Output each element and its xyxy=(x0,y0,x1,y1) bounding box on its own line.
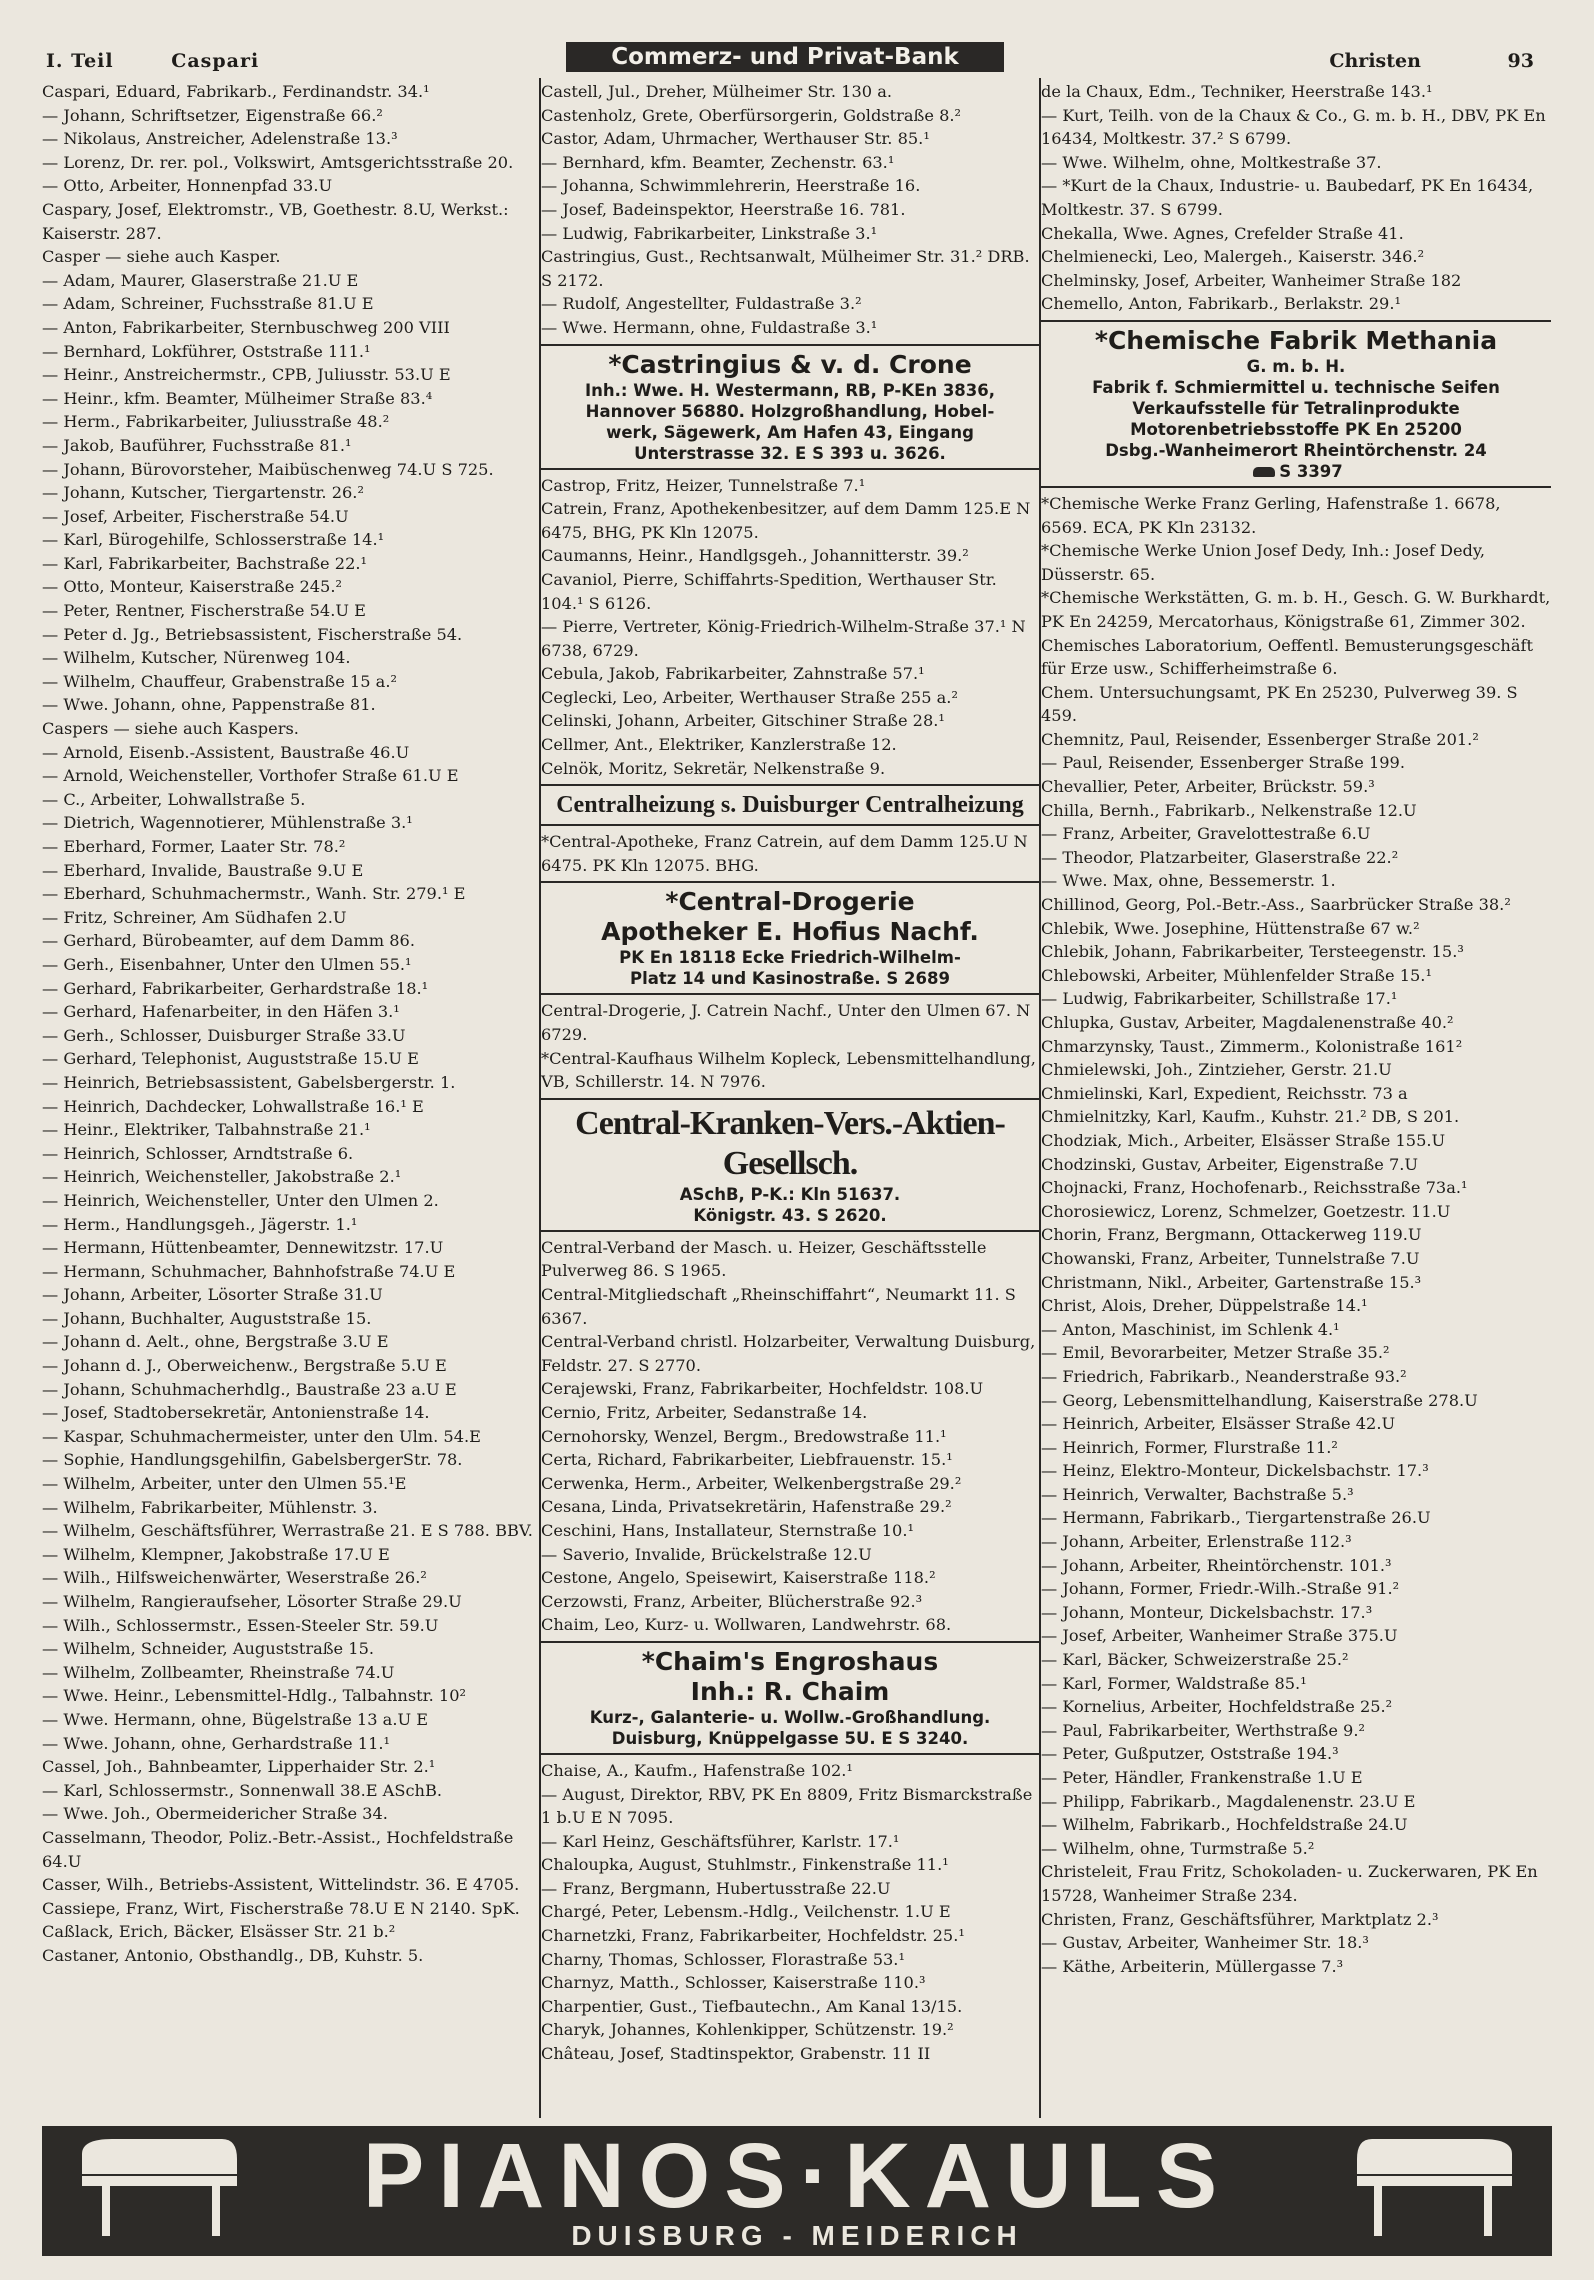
directory-entry: Central-Drogerie, J. Catrein Nachf., Unter den Ulmen 67. N 6729. xyxy=(541,1001,1031,1045)
ad-phone: S 3397 xyxy=(1279,461,1343,481)
directory-entry: — Karl, Schlossermstr., Sonnenwall 38.E ASchB. xyxy=(42,1780,442,1800)
directory-entry: Chaim, Leo, Kurz- u. Wollwaren, Landwehrstr. 68. xyxy=(541,1615,952,1635)
directory-entry: — Pierre, Vertreter, König-Friedrich-Wilhelm-Straße 37.¹ N 6738, 6729. xyxy=(541,617,1026,660)
directory-entry: — Herm., Handlungsgeh., Jägerstr. 1.¹ xyxy=(42,1214,358,1234)
directory-entry: — Wwe. Johann, ohne, Pappenstraße 81. xyxy=(42,695,376,715)
ad-central-drogerie xyxy=(541,881,1039,995)
ad-line: werk, Sägewerk, Am Hafen 43, Eingang xyxy=(606,422,974,442)
directory-entry: — Wilhelm, ohne, Turmstraße 5.² xyxy=(1041,1838,1315,1858)
directory-entry: — Gerh., Eisenbahner, Unter den Ulmen 55.¹ xyxy=(42,954,412,974)
directory-entry: Chojnacki, Franz, Hochofenarb., Reichsstraße 73a.¹ xyxy=(1041,1178,1468,1198)
ad-line: Hannover 56880. Holzgroßhandlung, Hobel- xyxy=(585,401,995,421)
ad-line: ASchB, P-K.: Kln 51637. xyxy=(679,1184,901,1204)
directory-entry: — Josef, Stadtobersekretär, Antonienstraße 14. xyxy=(42,1403,430,1423)
directory-entry: Cellmer, Ant., Elektriker, Kanzlerstraße 12. xyxy=(541,735,897,755)
directory-entry: — Gerhard, Hafenarbeiter, in den Häfen 3.¹ xyxy=(42,1002,400,1022)
directory-entry: — Heinz, Elektro-Monteur, Dickelsbachstr. 17.³ xyxy=(1041,1461,1429,1481)
directory-entry: — Fritz, Schreiner, Am Südhafen 2.U xyxy=(42,907,347,927)
directory-entry: — Johann, Kutscher, Tiergartenstr. 26.² xyxy=(42,483,364,503)
directory-entry: Chaise, A., Kaufm., Hafenstraße 102.¹ xyxy=(541,1760,853,1780)
directory-entry: — Josef, Arbeiter, Wanheimer Straße 375.U xyxy=(1041,1626,1398,1646)
footer-advertisement xyxy=(42,2126,1552,2256)
directory-entry: — Wilhelm, Schneider, Auguststraße 15. xyxy=(42,1639,375,1659)
directory-entry: Chargé, Peter, Lebensm.-Hdlg., Veilchenstr. 1.U E xyxy=(541,1902,951,1922)
directory-entry: — Wilh., Schlossermstr., Essen-Steeler Str. 59.U xyxy=(42,1615,439,1635)
directory-entry: Caspari, Eduard, Fabrikarb., Ferdinandstr. 34.¹ xyxy=(42,82,430,101)
directory-entry: — Josef, Badeinspektor, Heerstraße 16. 781. xyxy=(541,199,906,219)
directory-entry: — Heinrich, Weichensteller, Jakobstraße 2.¹ xyxy=(42,1167,402,1187)
directory-entry: Chekalla, Wwe. Agnes, Crefelder Straße 41. xyxy=(1041,223,1404,243)
directory-entry: — Otto, Monteur, Kaiserstraße 245.² xyxy=(42,577,342,597)
directory-entry: — Wilhelm, Geschäftsführer, Werrastraße 21. E S 788. BBV. xyxy=(42,1521,533,1541)
directory-entry: — Heinrich, Dachdecker, Lohwallstraße 16.¹ E xyxy=(42,1096,424,1116)
directory-entry: Celnök, Moritz, Sekretär, Nelkenstraße 9. xyxy=(541,758,886,778)
directory-entry: Chem. Untersuchungsamt, PK En 25230, Pulverweg 39. S 459. xyxy=(1041,682,1518,726)
directory-entry: — Saverio, Invalide, Brückelstraße 12.U xyxy=(541,1544,872,1564)
directory-entry: — Eberhard, Schuhmachermstr., Wanh. Str. 279.¹ E xyxy=(42,884,466,904)
ad-line: Verkaufsstelle für Tetralinprodukte xyxy=(1132,398,1460,418)
directory-entry: — Hermann, Hüttenbeamter, Dennewitzstr. 17.U xyxy=(42,1238,444,1258)
directory-entry: — Johann d. J., Oberweichenw., Bergstraße 5.U E xyxy=(42,1356,447,1376)
page-label: I. Teil xyxy=(46,50,114,72)
directory-entry: — Johann, Buchhalter, Auguststraße 15. xyxy=(42,1308,372,1328)
directory-entry: — Johann d. Aelt., ohne, Bergstraße 3.U E xyxy=(42,1332,389,1352)
directory-entry: — Adam, Maurer, Glaserstraße 21.U E xyxy=(42,270,359,290)
footer-title: PIANOS·KAULS xyxy=(362,2125,1232,2227)
directory-entry: Cernio, Fritz, Arbeiter, Sedanstraße 14. xyxy=(541,1402,868,1422)
directory-entry: Central-Mitgliedschaft „Rheinschiffahrt“, Neumarkt 11. S 6367. xyxy=(541,1285,1016,1328)
ad-title: Apotheker E. Hofius Nachf. xyxy=(601,917,979,947)
directory-entry: Chodziak, Mich., Arbeiter, Elsässer Straße 155.U xyxy=(1041,1130,1446,1150)
directory-entry: — Wilhelm, Kutscher, Nürenweg 104. xyxy=(42,648,351,668)
directory-entry: — Johann, Schuhmacherhdlg., Baustraße 23 a.U E xyxy=(42,1379,457,1399)
ad-line: Fabrik f. Schmiermittel u. technische Seifen xyxy=(1092,377,1500,397)
ad-title: *Central-Drogerie xyxy=(665,887,915,917)
directory-entry: Cerwenka, Herm., Arbeiter, Welkenbergstraße 29.² xyxy=(541,1473,962,1493)
directory-entry: *Central-Apotheke, Franz Catrein, auf dem Damm 125.U N 6475. PK Kln 12075. BHG. xyxy=(541,832,1028,875)
directory-entry: — Wilhelm, Arbeiter, unter den Ulmen 55.¹E xyxy=(42,1474,407,1494)
directory-entry: — Arnold, Weichensteller, Vorthofer Straße 61.U E xyxy=(42,766,459,786)
ad-chaim xyxy=(541,1641,1039,1755)
ad-title: Central-Kranken-Vers.-Aktien-Gesellsch. xyxy=(575,1104,1005,1182)
directory-entry: — Gerhard, Telephonist, Auguststraße 15.U E xyxy=(42,1049,419,1069)
ad-line: Duisburg, Knüppelgasse 5U. E S 3240. xyxy=(611,1728,969,1748)
directory-entry: Chaloupka, August, Stuhlmstr., Finkenstraße 11.¹ xyxy=(541,1855,949,1875)
directory-entry: Castrop, Fritz, Heizer, Tunnelstraße 7.¹ xyxy=(541,475,866,495)
directory-entry: — Wilhelm, Chauffeur, Grabenstraße 15 a.² xyxy=(42,671,397,691)
directory-entry: Chmielewski, Joh., Zintzieher, Gerstr. 21.U xyxy=(1041,1060,1392,1080)
directory-entry: Castaner, Antonio, Obsthandlg., DB, Kuhstr. 5. xyxy=(42,1945,424,1965)
directory-entry: Central-Verband christl. Holzarbeiter, Verwaltung Duisburg, Feldstr. 27. S 2770. xyxy=(541,1332,1036,1375)
directory-entry: — Eberhard, Former, Laater Str. 78.² xyxy=(42,837,346,856)
directory-entry: — Wwe. Wilhelm, ohne, Moltkestraße 37. xyxy=(1041,152,1382,172)
directory-entry: Cesana, Linda, Privatsekretärin, Hafenstraße 29.² xyxy=(541,1497,952,1517)
column-2 xyxy=(541,80,1039,2125)
directory-entry: Chlebik, Johann, Fabrikarbeiter, Tersteegenstr. 15.³ xyxy=(1041,942,1464,962)
directory-entry: Christeleit, Frau Fritz, Schokoladen- u. Zuckerwaren, PK En 15728, Wanheimer Straße 234. xyxy=(1041,1862,1538,1905)
directory-entry: Celinski, Johann, Arbeiter, Gitschiner Straße 28.¹ xyxy=(541,711,945,731)
directory-entry: Caspary, Josef, Elektromstr., VB, Goethestr. 8.U, Werkst.: Kaiserstr. 287. xyxy=(42,199,509,243)
ad-methania xyxy=(1041,320,1551,488)
directory-entry: Castell, Jul., Dreher, Mülheimer Str. 130 a. xyxy=(541,82,893,101)
directory-entry: — Heinrich, Schlosser, Arndtstraße 6. xyxy=(42,1143,354,1163)
ad-title: *Chaim's Engroshaus xyxy=(641,1646,939,1676)
directory-entry: — Karl, Bäcker, Schweizerstraße 25.² xyxy=(1041,1650,1349,1670)
directory-entry: — Peter, Händler, Frankenstraße 1.U E xyxy=(1041,1768,1363,1787)
directory-entry: Chorosiewicz, Lorenz, Schmelzer, Goetzestr. 11.U xyxy=(1041,1201,1451,1221)
directory-entry: Charny, Thomas, Schlosser, Florastraße 53.¹ xyxy=(541,1949,905,1969)
directory-entry: — Bernhard, kfm. Beamter, Zechenstr. 63.¹ xyxy=(541,152,895,172)
directory-entry: — Wilhelm, Rangieraufseher, Lösorter Straße 29.U xyxy=(42,1592,462,1611)
directory-entry: — Karl, Former, Waldstraße 85.¹ xyxy=(1041,1673,1307,1693)
directory-entry: — Jakob, Bauführer, Fuchsstraße 81.¹ xyxy=(42,435,352,455)
ad-line: PK En 18118 Ecke Friedrich-Wilhelm- xyxy=(619,948,961,968)
directory-entry: Chelmienecki, Leo, Malergeh., Kaiserstr. 346.² xyxy=(1041,247,1425,267)
directory-entry: Castor, Adam, Uhrmacher, Werthauser Str. 85.¹ xyxy=(541,129,930,149)
directory-entry: Chemisches Laboratorium, Oeffentl. Bemusterungsgeschäft für Erze usw., Schifferheimstraße 6. xyxy=(1041,635,1533,679)
directory-entry: Ceglecki, Leo, Arbeiter, Werthauser Straße 255 a.² xyxy=(541,687,958,707)
directory-entry: — Kurt, Teilh. von de la Chaux & Co., G. m. b. H., DBV, PK En 16434, Moltkestr. 37.² S 6799. xyxy=(1041,105,1546,149)
directory-entry: — Peter, Gußputzer, Oststraße 194.³ xyxy=(1041,1744,1339,1764)
directory-entry: Caßlack, Erich, Bäcker, Elsässer Str. 21 b.² xyxy=(42,1922,396,1942)
directory-entry: Cestone, Angelo, Speisewirt, Kaiserstraße 118.² xyxy=(541,1568,936,1588)
directory-entry: — Johann, Bürovorsteher, Maibüschenweg 74.U S 725. xyxy=(42,459,494,479)
directory-entry: — Anton, Maschinist, im Schlenk 4.¹ xyxy=(1041,1319,1340,1339)
directory-entry: Chowanski, Franz, Arbeiter, Tunnelstraße 7.U xyxy=(1041,1248,1420,1268)
directory-entry: — Adam, Schreiner, Fuchsstraße 81.U E xyxy=(42,294,374,314)
directory-entry: — Käthe, Arbeiterin, Müllergasse 7.³ xyxy=(1041,1956,1344,1976)
directory-entry: — Georg, Lebensmittelhandlung, Kaiserstraße 278.U xyxy=(1041,1390,1478,1410)
directory-entry: Charyk, Johannes, Kohlenkipper, Schützenstr. 19.² xyxy=(541,2020,954,2040)
directory-entry: Casper — siehe auch Kasper. xyxy=(42,247,281,267)
directory-entry: Cebula, Jakob, Fabrikarbeiter, Zahnstraße 57.¹ xyxy=(541,664,925,684)
directory-entry: — Heinrich, Verwalter, Bachstraße 5.³ xyxy=(1041,1484,1354,1504)
directory-entry: — Friedrich, Fabrikarb., Neanderstraße 93.² xyxy=(1041,1366,1407,1386)
directory-entry: — Peter d. Jg., Betriebsassistent, Fischerstraße 54. xyxy=(42,624,463,644)
directory-entry: — Gerhard, Fabrikarbeiter, Gerhardstraße 18.¹ xyxy=(42,978,429,998)
directory-entry: — Wwe. Max, ohne, Bessemerstr. 1. xyxy=(1041,871,1336,891)
directory-entry: Chevallier, Peter, Arbeiter, Brückstr. 59.³ xyxy=(1041,777,1375,797)
ad-castringius xyxy=(541,344,1039,470)
directory-entry: — Anton, Fabrikarbeiter, Sternbuschweg 200 VIII xyxy=(42,317,450,337)
page-header-right xyxy=(1249,50,1534,72)
directory-entry: — Ludwig, Fabrikarbeiter, Schillstraße 17.¹ xyxy=(1041,989,1398,1009)
page-number: 93 xyxy=(1507,50,1534,72)
directory-entry: Chlebowski, Arbeiter, Mühlenfelder Straße 15.¹ xyxy=(1041,965,1432,985)
directory-entry: Cerzowsti, Franz, Arbeiter, Blücherstraße 92.³ xyxy=(541,1591,923,1611)
directory-entry: — Dietrich, Wagennotierer, Mühlenstraße 3.¹ xyxy=(42,813,413,833)
bank-banner: Commerz- und Privat-Bank xyxy=(566,42,1004,72)
directory-entry: Chmielnitzky, Karl, Kaufm., Kuhstr. 21.² DB, S 201. xyxy=(1041,1107,1460,1127)
directory-entry: *Chemische Werke Franz Gerling, Hafenstraße 1. 6678, 6569. ECA, PK Kln 23132. xyxy=(1041,493,1501,537)
directory-entry: Chmielinski, Karl, Expedient, Reichsstr. 73 a xyxy=(1041,1083,1408,1103)
directory-entry: Cerajewski, Franz, Fabrikarbeiter, Hochfeldstr. 108.U xyxy=(541,1379,984,1399)
ad-line: Inh.: Wwe. H. Westermann, RB, P-KEn 3836, xyxy=(584,380,996,400)
directory-entry: — Paul, Fabrikarbeiter, Werthstraße 9.² xyxy=(1041,1720,1365,1740)
directory-entry: — Gerhard, Bürobeamter, auf dem Damm 86. xyxy=(42,931,415,951)
ad-line: G. m. b. H. xyxy=(1246,356,1346,376)
directory-entry: Casser, Wilh., Betriebs-Assistent, Wittelindstr. 36. E 4705. xyxy=(42,1875,520,1895)
directory-entry: de la Chaux, Edm., Techniker, Heerstraße 143.¹ xyxy=(1041,82,1433,101)
directory-entry: *Central-Kaufhaus Wilhelm Kopleck, Lebensmittelhandlung, VB, Schillerstr. 14. N 7976. xyxy=(541,1048,1036,1092)
column-1 xyxy=(42,80,538,2125)
directory-entry: — Rudolf, Angestellter, Fuldastraße 3.² xyxy=(541,294,862,314)
directory-entry: — Gerh., Schlosser, Duisburger Straße 33.U xyxy=(42,1025,406,1045)
ad-line: Dsbg.-Wanheimerort Rheintörchenstr. 24 xyxy=(1105,440,1487,460)
directory-entry: Chmarzynsky, Taust., Zimmerm., Kolonistraße 161² xyxy=(1041,1036,1463,1056)
directory-entry: — Otto, Arbeiter, Honnenpfad 33.U xyxy=(42,176,333,196)
directory-entry: Ceschini, Hans, Installateur, Sternstraße 10.¹ xyxy=(541,1520,914,1540)
directory-entry: Christen, Franz, Geschäftsführer, Marktplatz 2.³ xyxy=(1041,1909,1439,1929)
directory-entry: Castringius, Gust., Rechtsanwalt, Mülheimer Str. 31.² DRB. S 2172. xyxy=(541,247,1030,290)
directory-entry: — Heinrich, Weichensteller, Unter den Ulmen 2. xyxy=(42,1190,439,1210)
directory-entry: — Wilhelm, Klempner, Jakobstraße 17.U E xyxy=(42,1544,390,1564)
ad-line xyxy=(1043,461,1549,482)
directory-entry: Chilla, Bernh., Fabrikarb., Nelkenstraße 12.U xyxy=(1041,800,1417,820)
ad-line: Kurz-, Galanterie- u. Wollw.-Großhandlung. xyxy=(589,1707,991,1727)
directory-entry: Caumanns, Heinr., Handlgsgeh., Johannitterstr. 39.² xyxy=(541,546,969,566)
directory-entry: — Wilhelm, Fabrikarbeiter, Mühlenstr. 3. xyxy=(42,1497,378,1517)
directory-entry: — Wwe. Heinr., Lebensmittel-Hdlg., Talbahnstr. 10² xyxy=(42,1686,466,1706)
directory-entry: Christ, Alois, Dreher, Düppelstraße 14.¹ xyxy=(1041,1296,1368,1316)
directory-entry: — Heinrich, Arbeiter, Elsässer Straße 42.U xyxy=(1041,1414,1396,1434)
directory-entry: — Wilh., Hilfsweichenwärter, Weserstraße 26.² xyxy=(42,1568,427,1588)
directory-entry: Catrein, Franz, Apothekenbesitzer, auf dem Damm 125.E N 6475, BHG, PK Kln 12075. xyxy=(541,499,1031,542)
directory-entry: — Johann, Monteur, Dickelsbachstr. 17.³ xyxy=(1041,1602,1373,1622)
directory-entry: — Gustav, Arbeiter, Wanheimer Str. 18.³ xyxy=(1041,1933,1369,1953)
directory-entry: — Johann, Arbeiter, Rheintörchenstr. 101.³ xyxy=(1041,1555,1392,1575)
directory-entry: Chorin, Franz, Bergmann, Ottackerweg 119.U xyxy=(1041,1225,1422,1245)
directory-entry: — C., Arbeiter, Lohwallstraße 5. xyxy=(42,789,306,809)
directory-entry: Cassel, Joh., Bahnbeamter, Lipperhaider Str. 2.¹ xyxy=(42,1757,436,1777)
ad-title: Inh.: R. Chaim xyxy=(690,1676,890,1706)
directory-entry: — Paul, Reisender, Essenberger Straße 199. xyxy=(1041,753,1405,773)
directory-entry: Charnyz, Matth., Schlosser, Kaiserstraße 110.³ xyxy=(541,1973,926,1993)
directory-entry: — Franz, Arbeiter, Gravelottestraße 6.U xyxy=(1041,824,1371,844)
ad-line: Motorenbetriebsstoffe PK En 25200 xyxy=(1130,419,1462,439)
directory-entry: — Eberhard, Invalide, Baustraße 9.U E xyxy=(42,860,364,880)
section-left: Caspari xyxy=(171,50,260,72)
directory-entry: Charpentier, Gust., Tiefbautechn., Am Kanal 13/15. xyxy=(541,1996,963,2016)
directory-entry: Castenholz, Grete, Oberfürsorgerin, Goldstraße 8.² xyxy=(541,105,962,125)
directory-entry: — Wwe. Joh., Obermeidericher Straße 34. xyxy=(42,1804,388,1824)
directory-entry: — Kornelius, Arbeiter, Hochfeldstraße 25.² xyxy=(1041,1697,1393,1717)
directory-entry: — Ludwig, Fabrikarbeiter, Linkstraße 3.¹ xyxy=(541,223,878,243)
directory-entry: — Johann, Arbeiter, Erlenstraße 112.³ xyxy=(1041,1532,1352,1552)
directory-entry: Christmann, Nikl., Arbeiter, Gartenstraße 15.³ xyxy=(1041,1272,1422,1292)
directory-entry: — Theodor, Platzarbeiter, Glaserstraße 22.² xyxy=(1041,847,1399,867)
directory-entry: — Heinr., Anstreichermstr., CPB, Juliusstr. 53.U E xyxy=(42,365,451,385)
directory-entry: Chelminsky, Josef, Arbeiter, Wanheimer Straße 182 xyxy=(1041,270,1462,290)
directory-entry: — Arnold, Eisenb.-Assistent, Baustraße 46.U xyxy=(42,742,410,762)
directory-entry: — Johann, Arbeiter, Lösorter Straße 31.U xyxy=(42,1285,383,1305)
directory-entry: — Lorenz, Dr. rer. pol., Volkswirt, Amtsgerichtsstraße 20. xyxy=(42,152,514,172)
directory-entry: Chlupka, Gustav, Arbeiter, Magdalenenstraße 40.² xyxy=(1041,1013,1454,1032)
directory-entry: Chemnitz, Paul, Reisender, Essenberger Straße 201.² xyxy=(1041,729,1479,749)
ad-line: Unterstrasse 32. E S 393 u. 3626. xyxy=(634,443,946,463)
directory-entry: — Wilhelm, Fabrikarb., Hochfeldstraße 24.U xyxy=(1041,1815,1408,1835)
directory-entry: — Bernhard, Lokführer, Oststraße 111.¹ xyxy=(42,341,371,361)
directory-entry: — Sophie, Handlungsgehilfin, GabelsbergerStr. 78. xyxy=(42,1450,463,1470)
directory-entry: — Karl Heinz, Geschäftsführer, Karlstr. 17.¹ xyxy=(541,1831,900,1851)
directory-entry: — Emil, Bevorarbeiter, Metzer Straße 35.² xyxy=(1041,1343,1390,1363)
directory-entry: — Peter, Rentner, Fischerstraße 54.U E xyxy=(42,601,366,621)
directory-entry: Château, Josef, Stadtinspektor, Grabenstr. 11 II xyxy=(541,2044,931,2064)
directory-entry: — Hermann, Fabrikarb., Tiergartenstraße 26.U xyxy=(1041,1508,1431,1528)
telephone-icon xyxy=(1253,467,1275,477)
directory-entry: — Josef, Arbeiter, Fischerstraße 54.U xyxy=(42,506,349,526)
ad-title: *Chemische Fabrik Methania xyxy=(1094,325,1498,355)
directory-entry: Central-Verband der Masch. u. Heizer, Geschäftsstelle Pulverweg 86. S 1965. xyxy=(541,1237,987,1281)
directory-entry: — Franz, Bergmann, Hubertusstraße 22.U xyxy=(541,1878,891,1898)
directory-entry: — Philipp, Fabrikarb., Magdalenenstr. 23.U E xyxy=(1041,1791,1416,1811)
directory-entry: Cassiepe, Franz, Wirt, Fischerstraße 78.U E N 2140. SpK. xyxy=(42,1898,520,1918)
page-header-left xyxy=(46,50,309,72)
directory-entry: *Chemische Werke Union Josef Dedy, Inh.: Josef Dedy, Düsserstr. 65. xyxy=(1041,541,1486,584)
ad-title: Centralheizung s. Duisburger Centralheizung xyxy=(556,792,1024,819)
directory-entry: Chodzinski, Gustav, Arbeiter, Eigenstraße 7.U xyxy=(1041,1154,1419,1174)
directory-entry: — Heinrich, Former, Flurstraße 11.² xyxy=(1041,1437,1338,1457)
directory-entry: *Chemische Werkstätten, G. m. b. H., Gesch. G. W. Burkhardt, PK En 24259, Mercatorhaus, Königstraße 61, Zimmer 302. xyxy=(1041,588,1551,631)
directory-entry: — Kaspar, Schuhmachermeister, unter den Ulm. 54.E xyxy=(42,1426,481,1446)
directory-entry: — Wwe. Hermann, ohne, Bügelstraße 13 a.U E xyxy=(42,1709,429,1729)
column-3 xyxy=(1041,80,1551,2125)
directory-entry: — Nikolaus, Anstreicher, Adelenstraße 13.³ xyxy=(42,129,398,149)
ad-title: *Castringius & v. d. Crone xyxy=(608,349,972,379)
directory-entry: — Johann, Former, Friedr.-Wilh.-Straße 91.² xyxy=(1041,1579,1400,1599)
ad-centralheizung xyxy=(541,784,1039,826)
directory-entry: — Karl, Bürogehilfe, Schlosserstraße 14.¹ xyxy=(42,530,385,550)
directory-entry: — *Kurt de la Chaux, Industrie- u. Baubedarf, PK En 16434, Moltkestr. 37. S 6799. xyxy=(1041,176,1534,219)
directory-entry: — Hermann, Schuhmacher, Bahnhofstraße 74.U E xyxy=(42,1261,456,1281)
section-right: Christen xyxy=(1329,50,1421,72)
directory-entry: — Wwe. Johann, ohne, Gerhardstraße 11.¹ xyxy=(42,1733,391,1753)
directory-entry: — Johann, Schriftsetzer, Eigenstraße 66.² xyxy=(42,105,383,125)
directory-entry: — Karl, Fabrikarbeiter, Bachstraße 22.¹ xyxy=(42,553,368,573)
directory-entry: Chlebik, Wwe. Josephine, Hüttenstraße 67 w.² xyxy=(1041,918,1420,938)
directory-entry: Casselmann, Theodor, Poliz.-Betr.-Assist., Hochfeldstraße 64.U xyxy=(42,1827,514,1871)
directory-entry: — Heinr., kfm. Beamter, Mülheimer Straße 83.⁴ xyxy=(42,388,433,408)
directory-entry: Chillinod, Georg, Pol.-Betr.-Ass., Saarbrücker Straße 38.² xyxy=(1041,895,1511,915)
directory-entry: Cavaniol, Pierre, Schiffahrts-Spedition, Werthauser Str. 104.¹ S 6126. xyxy=(541,569,997,613)
directory-entry: Caspers — siehe auch Kaspers. xyxy=(42,719,299,739)
footer-subtitle: DUISBURG - MEIDERICH xyxy=(571,2220,1023,2251)
directory-entry: Charnetzki, Franz, Fabrikarbeiter, Hochfeldstr. 25.¹ xyxy=(541,1926,965,1946)
directory-entry: Chemello, Anton, Fabrikarb., Berlakstr. 29.¹ xyxy=(1041,294,1401,314)
ad-central-kranken xyxy=(541,1098,1039,1232)
directory-entry: — Wilhelm, Zollbeamter, Rheinstraße 74.U xyxy=(42,1662,395,1682)
directory-entry: — August, Direktor, RBV, PK En 8809, Fritz Bismarckstraße 1 b.U E N 7095. xyxy=(541,1784,1033,1828)
ad-line: Königstr. 43. S 2620. xyxy=(693,1205,887,1225)
directory-entry: — Johanna, Schwimmlehrerin, Heerstraße 16. xyxy=(541,176,921,196)
directory-entry: — Wwe. Hermann, ohne, Fuldastraße 3.¹ xyxy=(541,317,878,337)
directory-entry: Cernohorsky, Wenzel, Bergm., Bredowstraße 11.¹ xyxy=(541,1426,947,1446)
directory-entry: — Heinr., Elektriker, Talbahnstraße 21.¹ xyxy=(42,1120,371,1140)
ad-line: Platz 14 und Kasinostraße. S 2689 xyxy=(630,969,950,989)
directory-entry: — Herm., Fabrikarbeiter, Juliusstraße 48.² xyxy=(42,412,390,432)
directory-entry: — Heinrich, Betriebsassistent, Gabelsbergerstr. 1. xyxy=(42,1072,456,1092)
directory-entry: Certa, Richard, Fabrikarbeiter, Liebfrauenstr. 15.¹ xyxy=(541,1450,953,1470)
